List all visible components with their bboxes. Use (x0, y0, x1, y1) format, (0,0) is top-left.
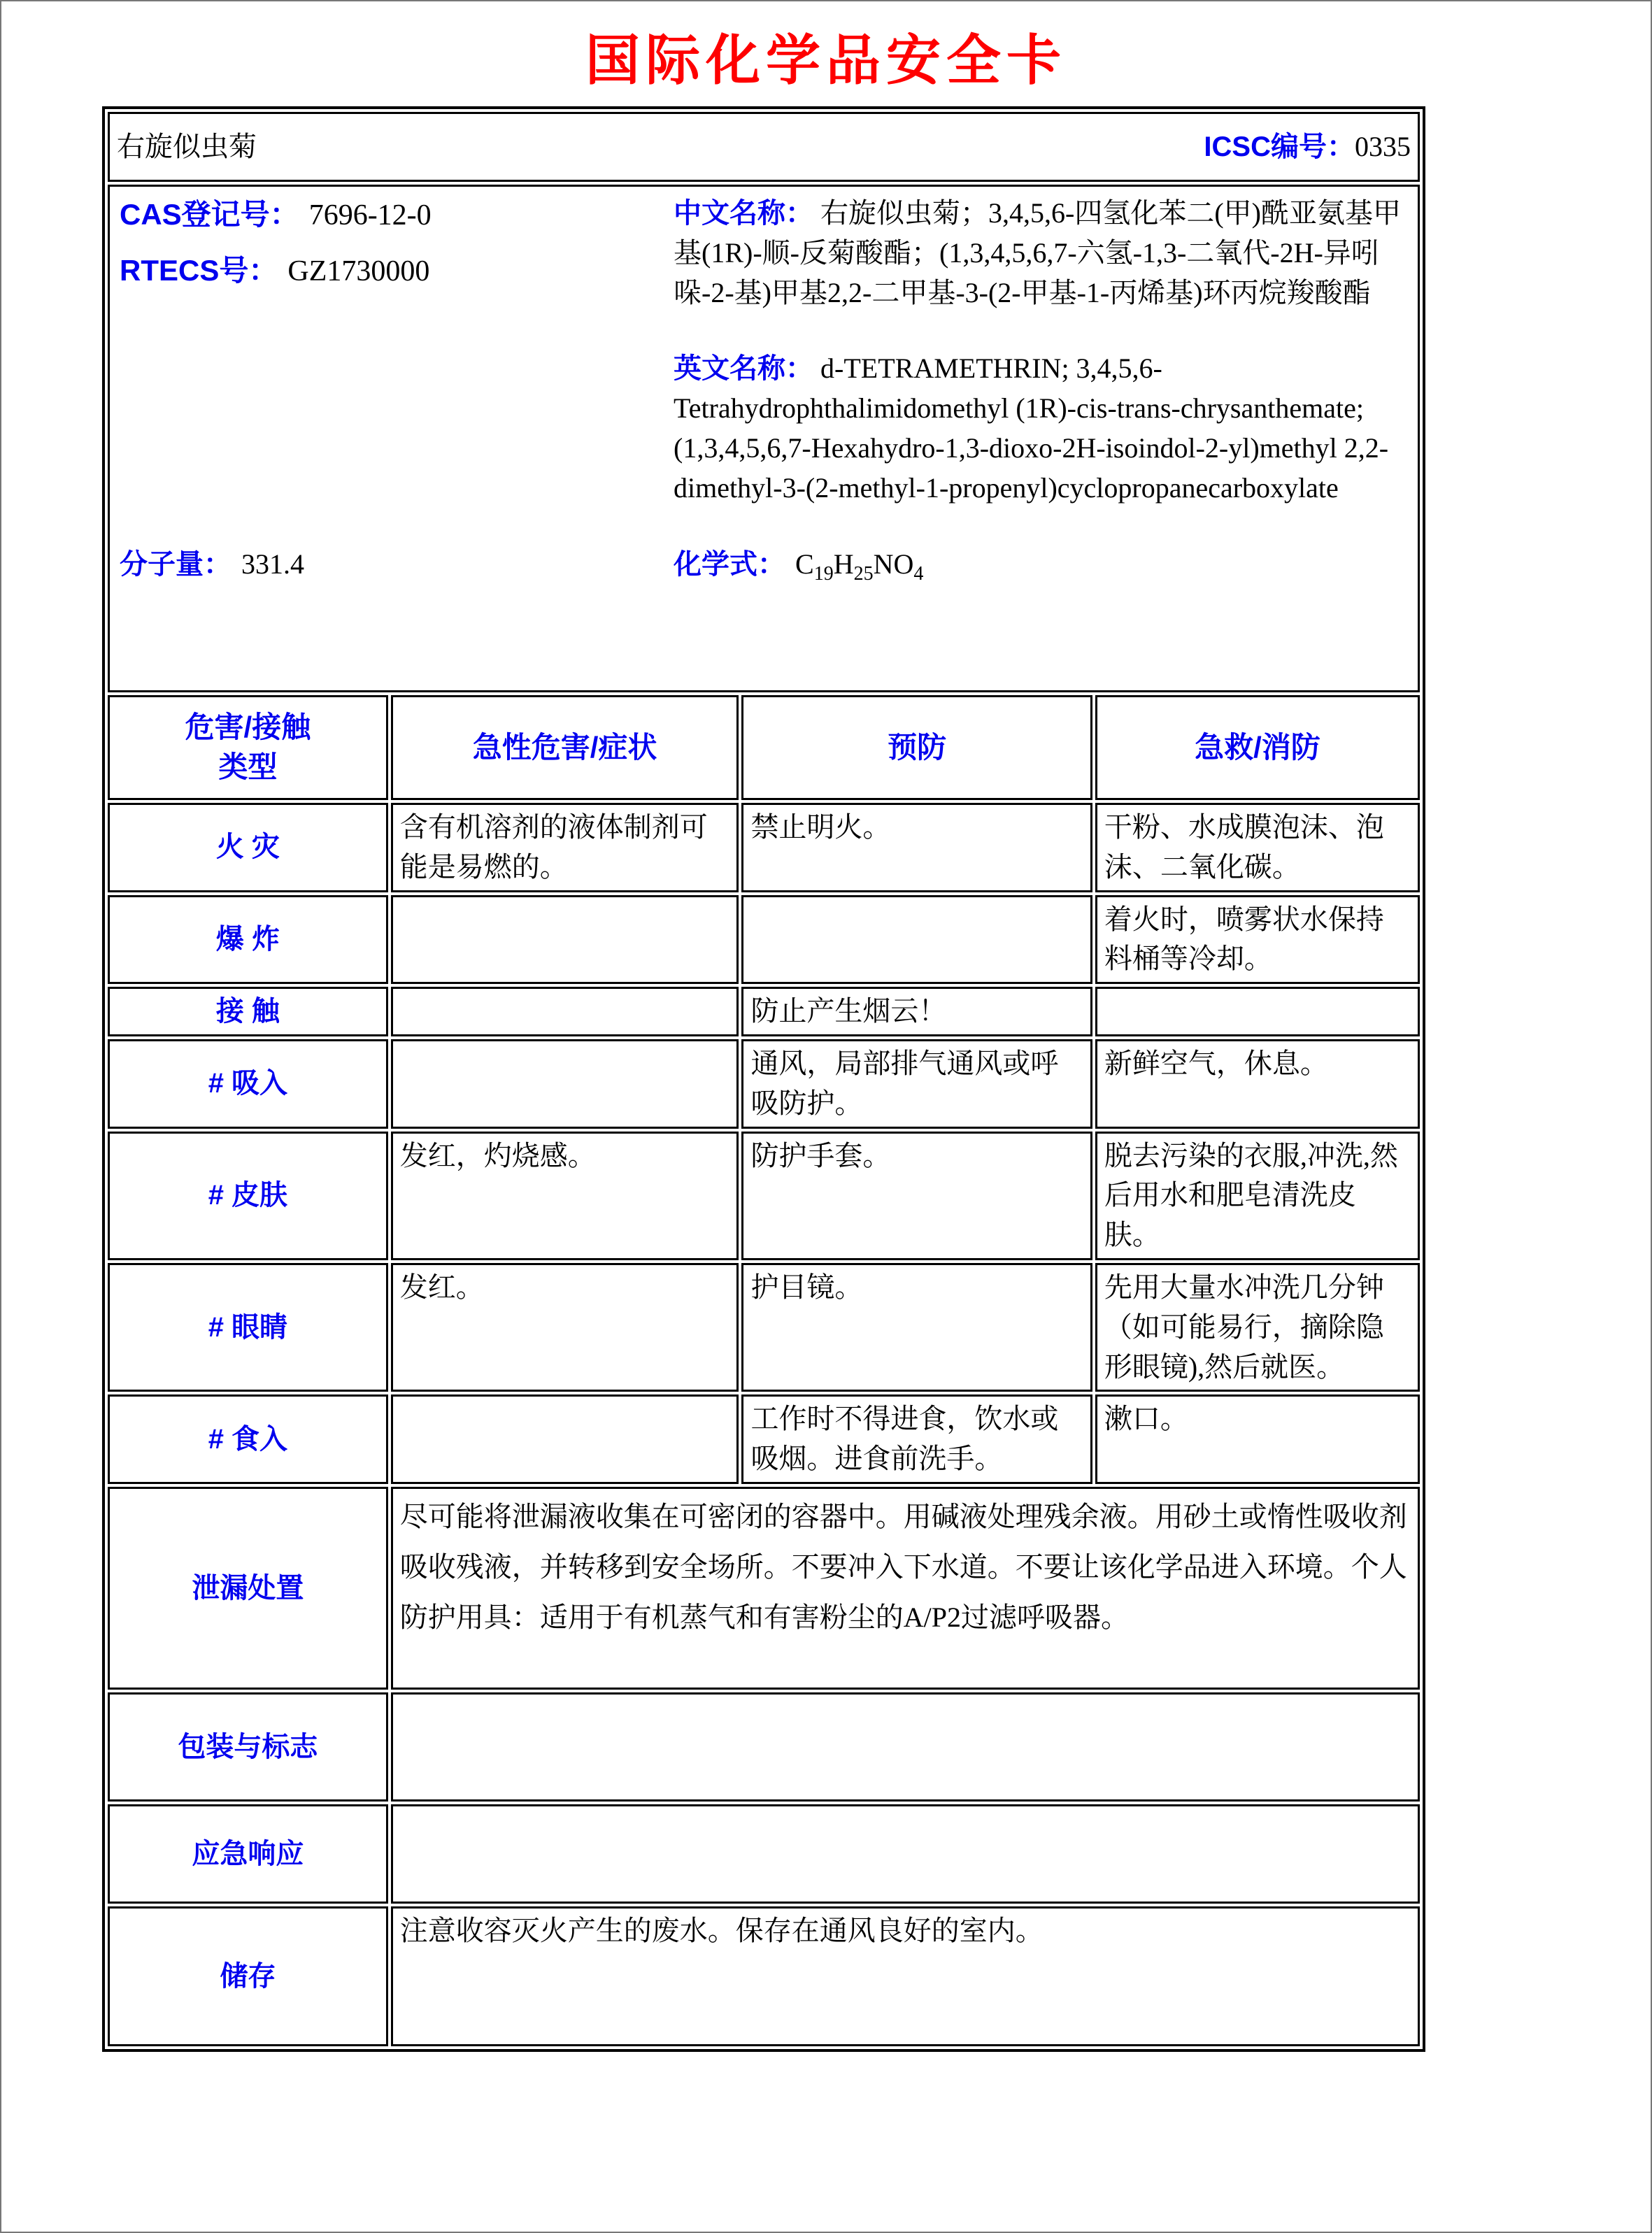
storage-text: 注意收容灭火产生的废水。保存在通风良好的室内。 (391, 1906, 1420, 2046)
chemical-formula (674, 545, 1408, 588)
eyes-symptoms: 发红。 (391, 1263, 739, 1392)
identifiers-cell (108, 185, 1420, 692)
molecular-weight (120, 545, 674, 588)
icsc-number-value: 0335 (1355, 130, 1411, 162)
spillage-text: 尽可能将泄漏液收集在可密闭的容器中。用碱液处理残余液。用砂土或惰性吸收剂吸收残液，并转移到安全场所。不要冲入下水道。不要让该化学品进入环境。个人防护用具：适用于有机蒸气和有害粉尘的A/P2过滤呼吸器。 (391, 1487, 1420, 1690)
explosion-prevention (741, 895, 1092, 985)
inhalation-symptoms (391, 1039, 739, 1129)
hazard-row-fire (108, 803, 1420, 892)
row-label-emergency: 应急响应 (108, 1804, 388, 1904)
row-label-ingestion: # 食入 (108, 1394, 388, 1484)
rtecs-number (120, 250, 674, 293)
explosion-firstaid: 着火时，喷雾状水保持料桶等冷却。 (1095, 895, 1420, 985)
hazard-row-skin (108, 1132, 1420, 1260)
header-firstaid: 急救/消防 (1095, 695, 1420, 800)
header-hazard-type-line2: 类型 (218, 750, 278, 783)
english-name-label: 英文名称： (674, 353, 814, 385)
hazard-row-eyes (108, 1263, 1420, 1392)
contact-prevention: 防止产生烟云！ (741, 987, 1092, 1036)
page-title: 国际化学品安全卡 (585, 29, 1067, 92)
header-prevention: 预防 (741, 695, 1092, 800)
icsc-number-label: ICSC编号： (1204, 131, 1355, 162)
contact-symptoms (391, 987, 739, 1036)
fire-symptoms: 含有机溶剂的液体制剂可能是易燃的。 (391, 803, 739, 892)
row-label-storage: 储存 (108, 1906, 388, 2046)
row-label-packaging: 包装与标志 (108, 1692, 388, 1802)
chemical-formula-value: $C_{19}H_{25}NO_4$ (795, 548, 924, 585)
eyes-prevention: 护目镜。 (741, 1263, 1092, 1392)
cas-label: CAS登记号： (120, 198, 299, 231)
ingestion-symptoms (391, 1394, 739, 1484)
explosion-symptoms (391, 895, 739, 985)
identifiers-row (108, 185, 1420, 692)
icsc-card-table (102, 106, 1425, 2052)
fire-firstaid: 干粉、水成膜泡沫、泡沫、二氧化碳。 (1095, 803, 1420, 892)
hazard-row-inhalation (108, 1039, 1420, 1129)
english-name-text: d-TETRAMETHRIN; 3,4,5,6-Tetrahydrophthalimidomethyl (1R)-cis-trans-chrysanthemate; (1,3,4,5,6,7-Hexahydro-1,3-dioxo-2H-isoindol-2-yl)methyl 2,2-dimethyl-3-(2-methyl-1-propenyl)cyclopropanecarboxylate (674, 352, 1389, 504)
skin-firstaid: 脱去污染的衣服,冲洗,然后用水和肥皂清洗皮肤。 (1095, 1132, 1420, 1260)
substance-name: 右旋似虫菊 (117, 130, 257, 162)
molecular-weight-value: 331.4 (241, 548, 304, 580)
molecular-data-row (120, 545, 1408, 592)
icsc-number (1204, 127, 1411, 167)
section-row-emergency (108, 1804, 1420, 1904)
rtecs-value: GZ1730000 (287, 255, 430, 287)
skin-symptoms: 发红，灼烧感。 (391, 1132, 739, 1260)
header-hazard-type (108, 695, 388, 800)
ingestion-prevention: 工作时不得进食，饮水或吸烟。进食前洗手。 (741, 1394, 1092, 1484)
hazard-row-explosion (108, 895, 1420, 985)
chinese-name-text: 右旋似虫菊；3,4,5,6-四氢化苯二(甲)酰亚氨基甲基(1R)-顺-反菊酸酯；(1,3,4,5,6,7-六氢-1,3-二氧代-2H-异吲哚-2-基)甲基2,2-二甲基-3-(2-甲基-1-丙烯基)环丙烷羧酸酯 (674, 197, 1402, 308)
english-name (674, 349, 1408, 508)
section-row-spillage (108, 1487, 1420, 1690)
row-label-explosion: 爆 炸 (108, 895, 388, 985)
row-label-eyes: # 眼睛 (108, 1263, 388, 1392)
skin-prevention: 防护手套。 (741, 1132, 1092, 1260)
contact-firstaid (1095, 987, 1420, 1036)
chemical-formula-label: 化学式： (674, 548, 786, 580)
row-label-spillage: 泄漏处置 (108, 1487, 388, 1690)
eyes-firstaid: 先用大量水冲洗几分钟（如可能易行，摘除隐形眼镜),然后就医。 (1095, 1263, 1420, 1392)
header-symptoms: 急性危害/症状 (391, 695, 739, 800)
row-label-fire: 火 灾 (108, 803, 388, 892)
inhalation-firstaid: 新鲜空气，休息。 (1095, 1039, 1420, 1129)
row-label-skin: # 皮肤 (108, 1132, 388, 1260)
ingestion-firstaid: 漱口。 (1095, 1394, 1420, 1484)
identity-row (108, 112, 1420, 182)
molecular-weight-label: 分子量： (120, 548, 232, 580)
inhalation-prevention: 通风，局部排气通风或呼吸防护。 (741, 1039, 1092, 1129)
section-row-packaging (108, 1692, 1420, 1802)
chinese-name (674, 194, 1408, 313)
identity-cell (108, 112, 1420, 182)
emergency-text (391, 1804, 1420, 1904)
hazard-header-row (108, 695, 1420, 800)
hazard-row-ingestion (108, 1394, 1420, 1484)
cas-value: 7696-12-0 (308, 199, 432, 231)
chemical-names (674, 194, 1408, 545)
registry-numbers (120, 194, 674, 545)
header-hazard-type-line1: 危害/接触 (185, 711, 311, 744)
cas-number (120, 194, 674, 237)
fire-prevention: 禁止明火。 (741, 803, 1092, 892)
row-label-contact: 接 触 (108, 987, 388, 1036)
packaging-text (391, 1692, 1420, 1802)
section-row-storage (108, 1906, 1420, 2046)
row-label-inhalation: # 吸入 (108, 1039, 388, 1129)
hazard-row-contact (108, 987, 1420, 1036)
chinese-name-label: 中文名称： (674, 198, 814, 229)
rtecs-label: RTECS号： (120, 253, 278, 287)
